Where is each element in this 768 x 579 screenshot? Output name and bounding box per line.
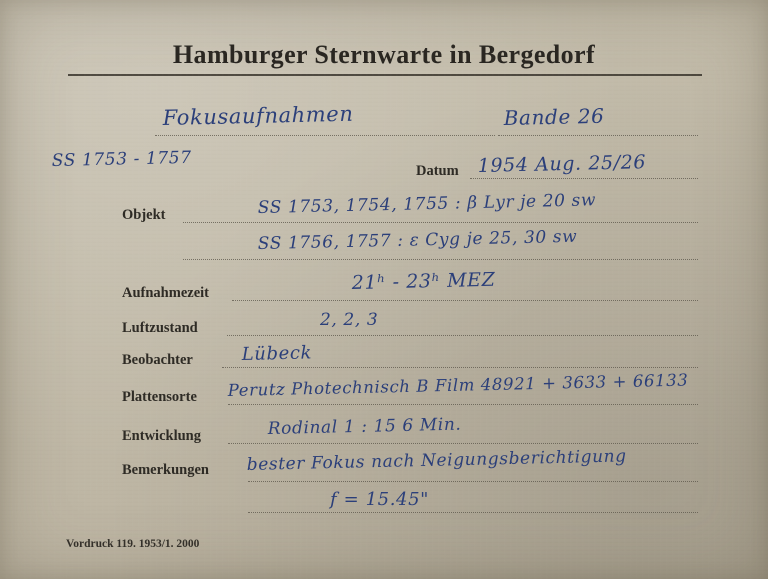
label-objekt: Objekt [122, 207, 166, 223]
leader-line-exposure-type [155, 135, 495, 136]
label-entwicklung: Entwicklung [122, 428, 201, 444]
label-beobachter: Beobachter [122, 352, 193, 368]
form-imprint: Vordruck 119. 1953/1. 2000 [66, 538, 200, 550]
title-divider [68, 74, 702, 76]
handwritten-beobachter: Lübeck [241, 342, 313, 365]
handwritten-exposure-type: Fokusaufnahmen [162, 101, 354, 130]
label-plattensorte: Plattensorte [122, 389, 197, 405]
handwritten-objekt-line-2: SS 1756, 1757 : ε Cyg je 25, 30 sw [257, 226, 578, 254]
handwritten-plattensorte: Perutz Photechnisch B Film 48921 + 3633 + 66133 [227, 370, 689, 400]
handwritten-bemerkungen-line-2: f = 15.45" [330, 489, 429, 510]
handwritten-entwicklung: Rodinal 1 : 15 6 Min. [267, 414, 462, 439]
label-luftzustand: Luftzustand [122, 320, 198, 336]
leader-line-plattensorte [228, 404, 698, 405]
handwritten-plate-band: Bande 26 [503, 103, 605, 130]
handwritten-datum: 1954 Aug. 25/26 [477, 151, 647, 177]
leader-line-beobachter [222, 367, 698, 368]
label-datum: Datum [416, 163, 459, 179]
leader-line-plate-band [498, 135, 698, 136]
handwritten-bemerkungen-line-1: bester Fokus nach Neigungsberichtigung [246, 446, 627, 475]
handwritten-objekt-line-1: SS 1753, 1754, 1755 : β Lyr je 20 sw [257, 190, 597, 218]
leader-line-luftzustand [227, 335, 698, 336]
leader-line-bemerkungen-1 [248, 481, 698, 482]
leader-line-objekt-2 [183, 259, 698, 260]
handwritten-luftzustand: 2, 2, 3 [320, 310, 379, 330]
leader-line-bemerkungen-2 [248, 512, 698, 513]
label-bemerkungen: Bemerkungen [122, 462, 209, 478]
handwritten-aufnahmezeit: 21ʰ - 23ʰ MEZ [351, 268, 496, 294]
leader-line-objekt-1 [183, 222, 698, 223]
leader-line-datum [470, 178, 698, 179]
page-title: Hamburger Sternwarte in Bergedorf [172, 40, 596, 69]
handwritten-plate-number-range: SS 1753 - 1757 [51, 147, 192, 171]
leader-line-aufnahmezeit [232, 300, 698, 301]
leader-line-entwicklung [228, 443, 698, 444]
label-aufnahmezeit: Aufnahmezeit [122, 285, 209, 301]
